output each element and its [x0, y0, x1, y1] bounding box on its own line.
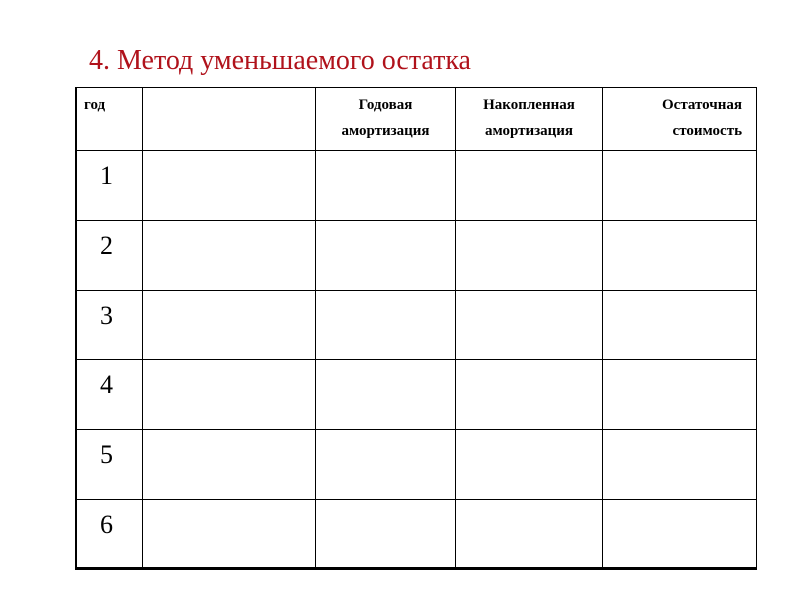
header-residual-value: Остаточная стоимость [603, 88, 757, 151]
year-cell: 4 [76, 360, 143, 430]
residual-value-cell [603, 430, 757, 500]
table-cell [143, 220, 316, 290]
year-cell: 1 [76, 151, 143, 221]
annual-depreciation-cell [316, 151, 456, 221]
table-cell [143, 151, 316, 221]
table-cell [143, 290, 316, 360]
header-annual-depreciation: Годовая амортизация [316, 88, 456, 151]
header-year: год [76, 88, 143, 151]
accumulated-depreciation-cell [456, 499, 603, 569]
accumulated-depreciation-cell [456, 220, 603, 290]
table-row [76, 499, 757, 569]
header-blank [143, 88, 316, 151]
residual-value-cell [603, 290, 757, 360]
accumulated-depreciation-cell [456, 360, 603, 430]
residual-value-cell [603, 220, 757, 290]
depreciation-table [75, 87, 757, 570]
annual-depreciation-cell [316, 220, 456, 290]
table-row [76, 151, 757, 221]
annual-depreciation-cell [316, 430, 456, 500]
accumulated-depreciation-cell [456, 151, 603, 221]
table-cell [143, 499, 316, 569]
residual-value-cell [603, 360, 757, 430]
table-cell [143, 430, 316, 500]
residual-value-cell [603, 151, 757, 221]
accumulated-depreciation-cell [456, 290, 603, 360]
annual-depreciation-cell [316, 360, 456, 430]
year-cell: 3 [76, 290, 143, 360]
residual-value-cell [603, 499, 757, 569]
annual-depreciation-cell [316, 499, 456, 569]
annual-depreciation-cell [316, 290, 456, 360]
table-row [76, 290, 757, 360]
table-cell [143, 360, 316, 430]
table-row [76, 430, 757, 500]
header-accumulated-depreciation: Накопленная амортизация [456, 88, 603, 151]
year-cell: 6 [76, 499, 143, 569]
year-cell: 2 [76, 220, 143, 290]
depreciation-table-container [75, 87, 756, 569]
accumulated-depreciation-cell [456, 430, 603, 500]
table-header-row [76, 88, 757, 151]
table-row [76, 360, 757, 430]
slide-title: 4. Метод уменьшаемого остатка [89, 45, 471, 76]
year-cell: 5 [76, 430, 143, 500]
table-row [76, 220, 757, 290]
